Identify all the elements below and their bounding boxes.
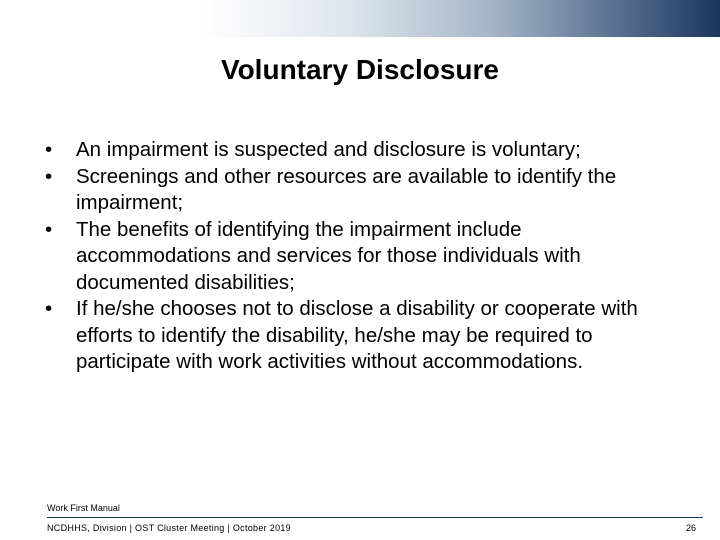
bullet-marker: • [45,138,53,161]
bullet-marker: • [45,297,53,320]
bullet-item [44,296,664,376]
slide-title: Voluntary Disclosure [220,54,499,85]
header-gradient-band [0,0,720,37]
footer-meeting-info: NCDHHS, Division | OST Cluster Meeting | October 2019 [47,523,291,533]
bullet-text: An impairment is suspected and disclosure is voluntary; [76,138,581,161]
bullet-text: The benefits of identifying the impairment include accommodations and services for those individuals with documented disabilities; [76,217,581,294]
bullet-item [44,217,664,297]
footer-source-note: Work First Manual [47,503,120,513]
footer-divider [47,517,703,518]
bullet-marker: • [45,217,53,241]
bullet-text: If he/she chooses not to disclose a disability or cooperate with efforts to identify the disability, he/she may be required to participate with work activities without accommodations. [76,297,638,373]
bullet-item [44,137,664,164]
bullet-marker: • [45,164,53,188]
bullet-text: Screenings and other resources are available to identify the impairment; [76,164,617,214]
bullet-list [44,137,664,376]
page-number: 26 [685,523,696,533]
bullet-item [44,164,664,217]
